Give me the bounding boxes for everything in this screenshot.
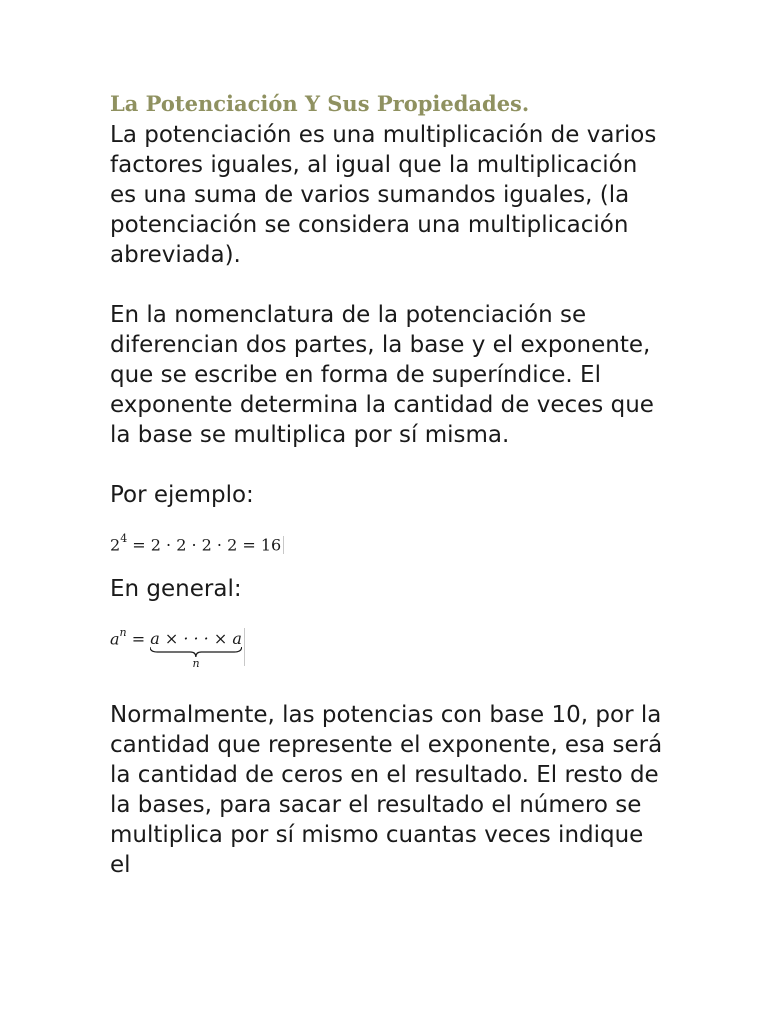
underbrace-icon bbox=[150, 647, 242, 657]
paragraph-gap bbox=[110, 270, 670, 300]
paragraph-nomenclature: En la nomenclatura de la potenciación se diferencian dos partes, la base y el exponente, que se escribe en forma de superíndice. El exponente determina la cantidad de veces que la base se multiplica por sí misma. bbox=[110, 302, 654, 448]
paragraph-gap bbox=[110, 450, 670, 480]
document-title: La Potenciación Y Sus Propiedades. bbox=[110, 91, 530, 116]
paragraph-example-intro: Por ejemplo: bbox=[110, 482, 254, 508]
formula-equals: = bbox=[126, 629, 151, 649]
formula-exponent: 4 bbox=[120, 532, 128, 545]
text-cursor-mark bbox=[283, 536, 284, 554]
document-page bbox=[110, 88, 670, 880]
general-formula bbox=[110, 604, 670, 684]
example-formula bbox=[110, 510, 670, 564]
paragraph-general-intro: En general: bbox=[110, 576, 242, 602]
formula-product: a × · · · × a bbox=[150, 629, 242, 649]
brace-label: n bbox=[192, 657, 200, 671]
formula-base: 2 bbox=[110, 535, 121, 555]
formula-exponent: n bbox=[119, 626, 127, 639]
formula-base: a bbox=[110, 629, 120, 649]
paragraph-base-ten: Normalmente, las potencias con base 10, por la cantidad que represente el exponente, esa será la cantidad de ceros en el resultado. El resto de la bases, para sacar el resultado el número se multiplica por sí mismo cuantas veces indique el bbox=[110, 702, 663, 878]
text-cursor-mark bbox=[244, 628, 245, 666]
paragraph-definition: La potenciación es una multiplicación de varios factores iguales, al igual que la multiplicación es una suma de varios sumandos iguales, (la potenciación se considera una multiplicación abreviada). bbox=[110, 122, 657, 268]
underbrace-group bbox=[150, 629, 242, 671]
formula-expansion: = 2 · 2 · 2 · 2 = 16 bbox=[127, 535, 282, 555]
